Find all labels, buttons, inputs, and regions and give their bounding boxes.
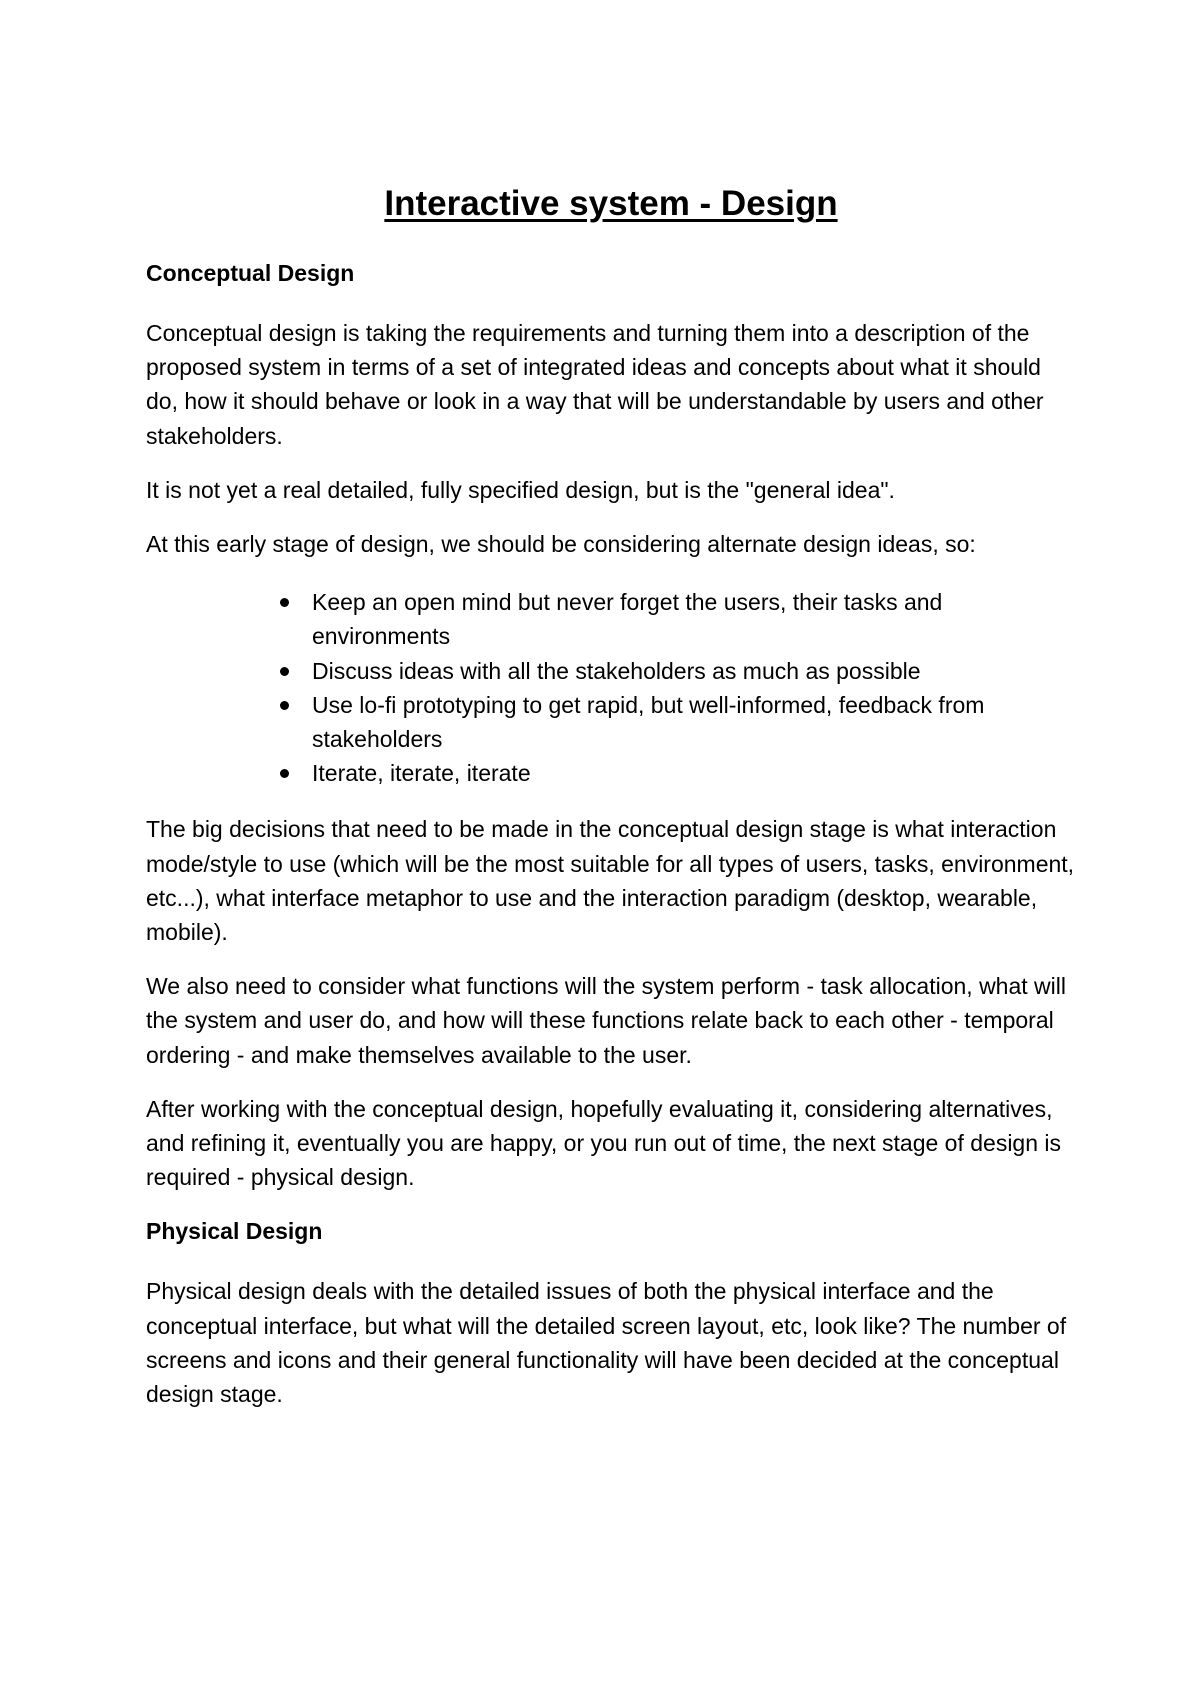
list-item xyxy=(312,756,1076,790)
section-heading-physical-design: Physical Design xyxy=(146,1218,323,1245)
paragraph: At this early stage of design, we should be considering alternate design ideas, so: xyxy=(146,531,976,558)
bullet-list xyxy=(146,585,1076,790)
paragraph: Conceptual design is taking the requirements and turning them into a description of the proposed system in terms of a set of integrated ideas and concepts about what it should do, how it should behave or look in a way that will be understandable by users and other stakeholders. xyxy=(146,320,1044,449)
paragraph: After working with the conceptual design, hopefully evaluating it, considering alternatives, and refining it, eventually you are happy, or you run out of time, the next stage of design is required - physical design. xyxy=(146,1095,1062,1191)
section-heading-conceptual-design: Conceptual Design xyxy=(146,260,355,286)
bullet-icon xyxy=(280,769,289,778)
document-content xyxy=(146,182,1076,1431)
document-title: Interactive system - Design xyxy=(384,184,838,223)
bullet-icon xyxy=(280,598,289,607)
list-item xyxy=(312,654,1076,688)
paragraph: It is not yet a real detailed, fully specified design, but is the "general idea". xyxy=(146,476,895,503)
paragraph: We also need to consider what functions will the system perform - task allocation, what will the system and user do, and how will these functions relate back to each other - temporal ordering - and make themselves available to the user. xyxy=(146,973,1066,1068)
paragraph: The big decisions that need to be made in the conceptual design stage is what interaction mode/style to use (which will be the most suitable for all types of users, tasks, environment, etc...), what interface metaphor to use and the interaction paradigm (desktop, wearable, mobile). xyxy=(146,816,1075,946)
paragraph: Physical design deals with the detailed issues of both the physical interface and the conceptual interface, but what will the detailed screen layout, etc, look like? The number of screens and icons and their general functionality will have been decided at the conceptual design stage. xyxy=(146,1278,1067,1408)
list-item-text: Iterate, iterate, iterate xyxy=(312,760,531,787)
list-item-text: Use lo-fi prototyping to get rapid, but well-informed, feedback from stakeholders xyxy=(312,691,985,753)
list-item-text: Discuss ideas with all the stakeholders as much as possible xyxy=(312,657,921,684)
list-item-text: Keep an open mind but never forget the users, their tasks and environments xyxy=(312,589,943,650)
bullet-icon xyxy=(280,667,289,676)
bullet-icon xyxy=(280,701,289,710)
list-item xyxy=(312,688,1076,756)
list-item xyxy=(312,585,1076,653)
